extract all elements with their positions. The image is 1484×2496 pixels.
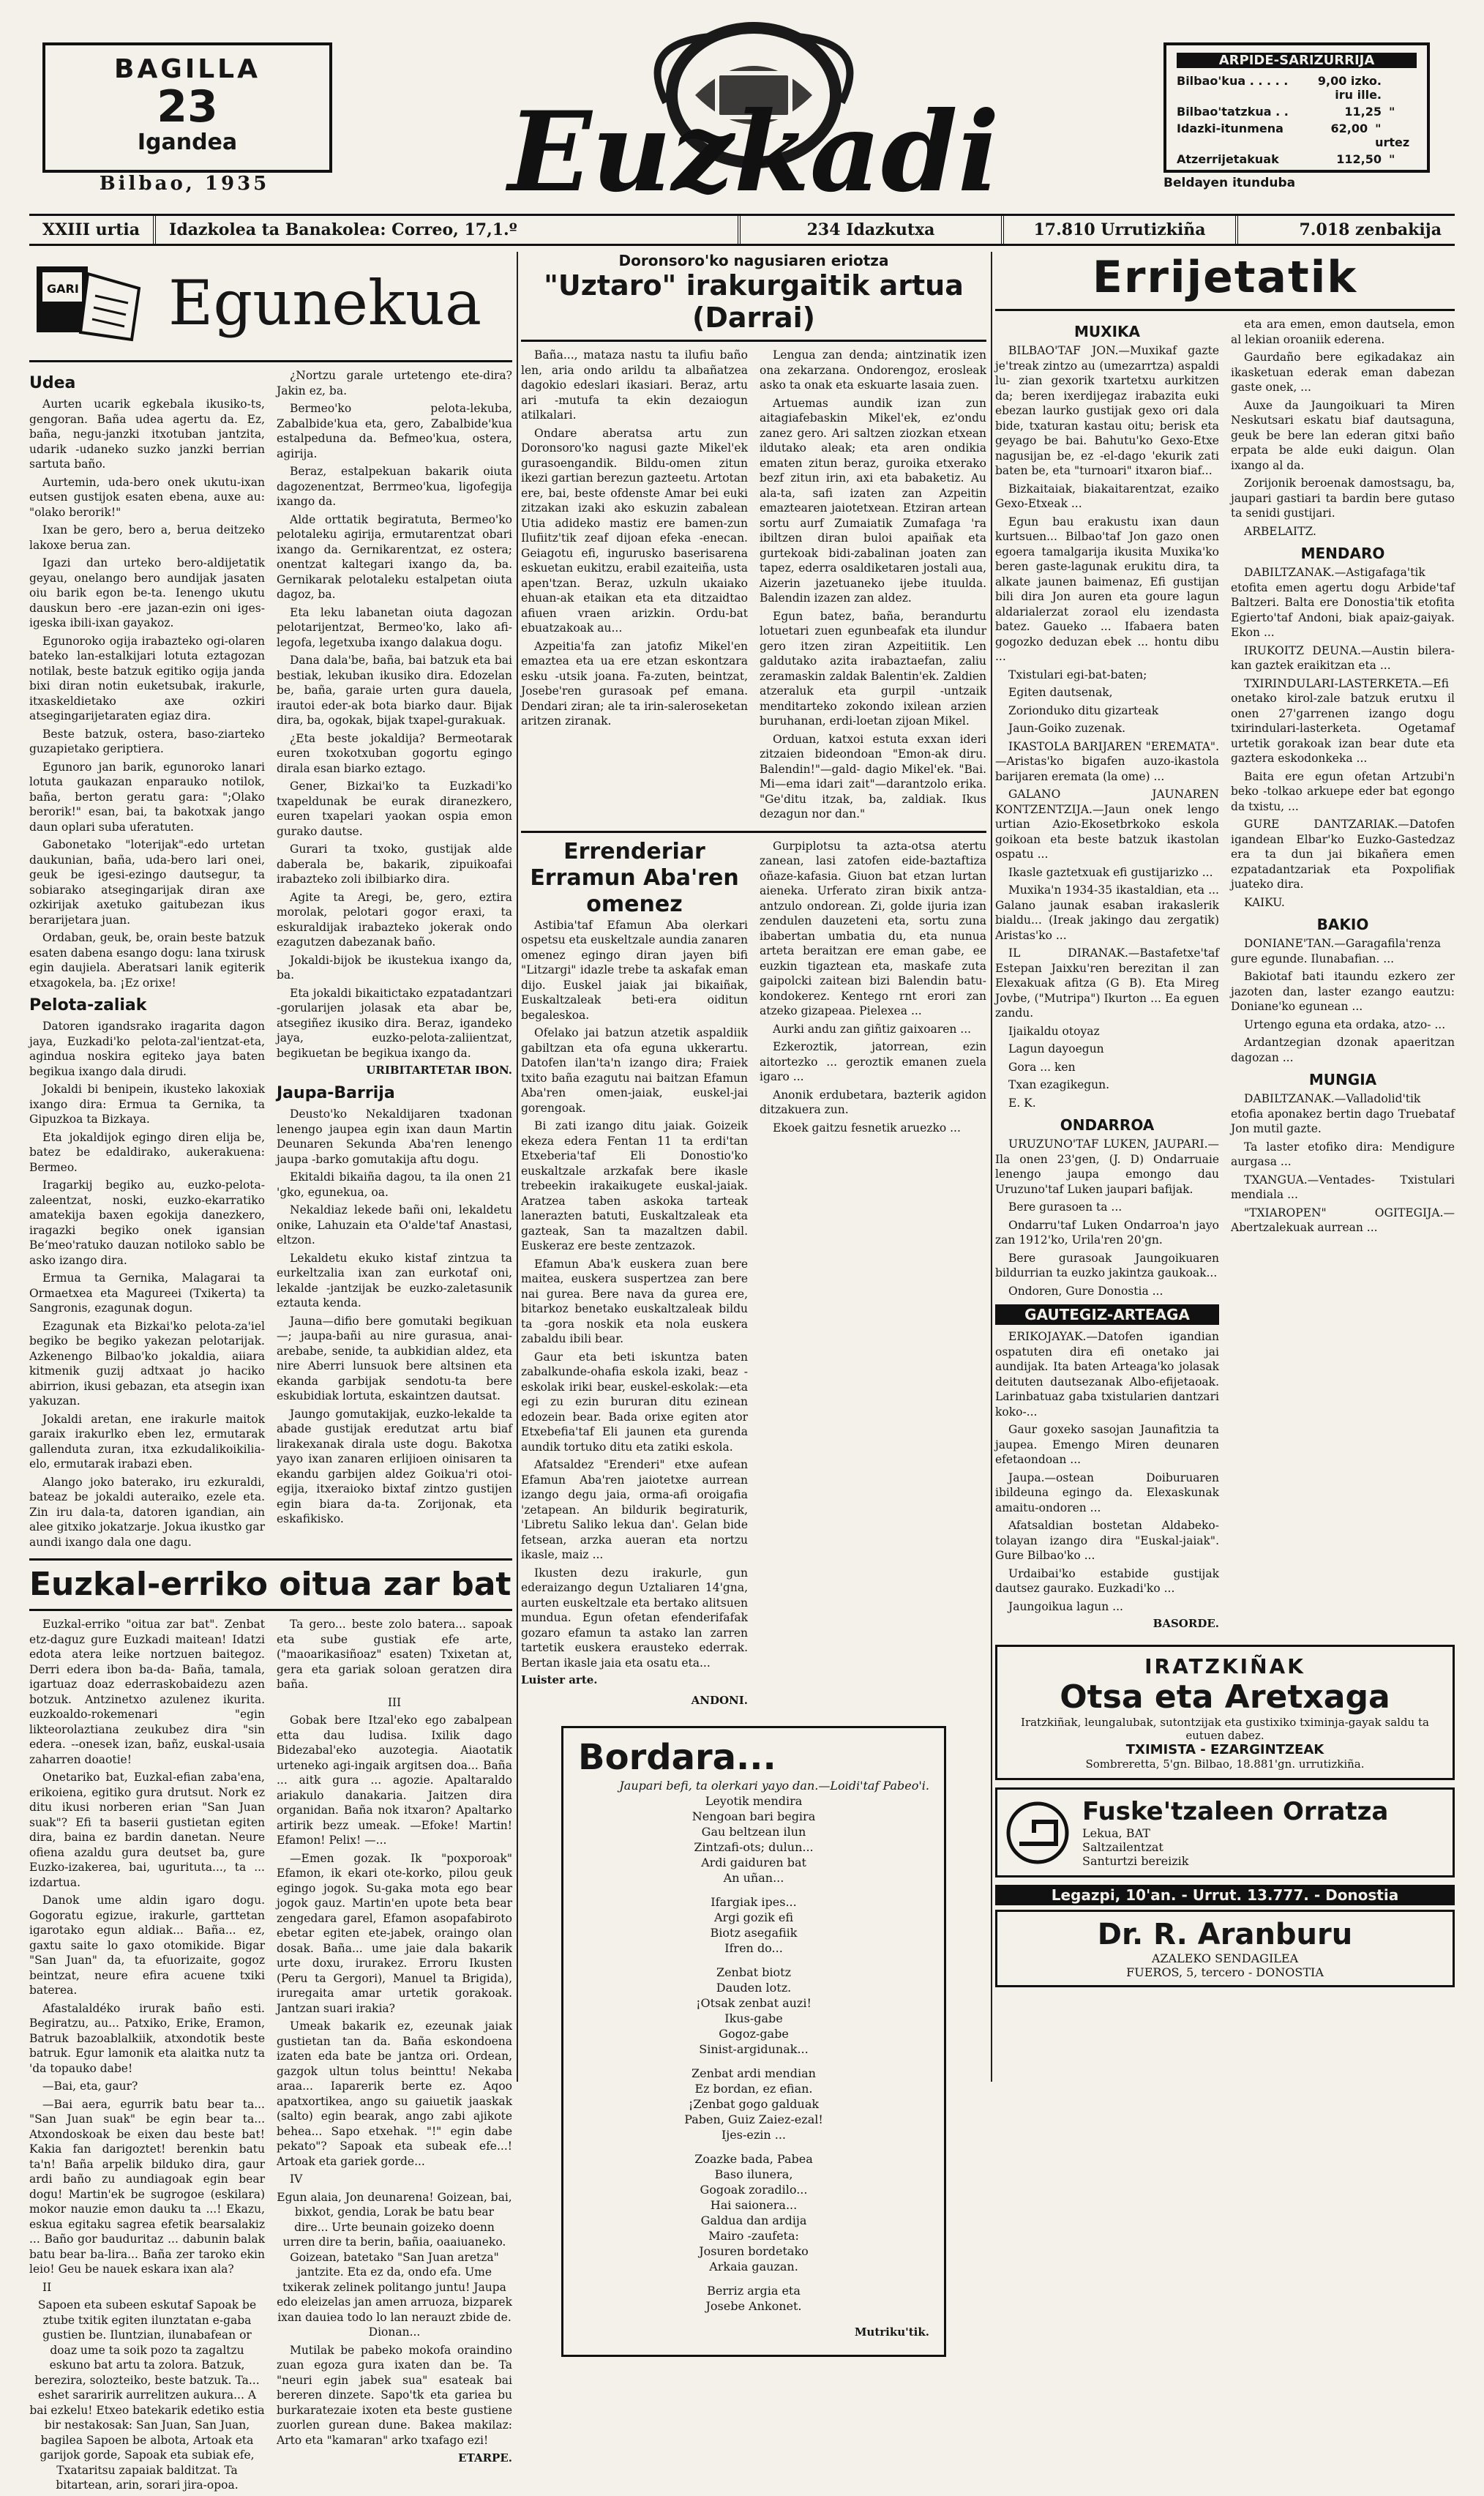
mendaro-text [1231, 565, 1455, 910]
paragraph: "TXIAROPEN" OGITEGIJA.—Abertzalekuak aurrean ... [1231, 1206, 1455, 1234]
poem-line: Arkaia gauzan. [709, 2260, 798, 2273]
poem-line: Gau beltzean ilun [701, 1825, 806, 1839]
divider [521, 340, 986, 342]
divider [29, 1609, 512, 1611]
uztaro-title: "Uztaro" irakurgaitik artua (Darrai) [544, 269, 964, 334]
ad-text: Lekua, BAT [1082, 1826, 1150, 1840]
paragraph: Jaun-Goiko zuzenak. [1008, 722, 1126, 735]
price-row: Atzerrijetakuak 112,50 " [1177, 152, 1395, 166]
poem-line: Nengoan bari begira [692, 1809, 816, 1823]
signature: BASORDE. [1153, 1617, 1219, 1630]
paragraph: Auxe da Jaungoikuari ta Miren Neskutsari eskatu biaf dautsaguna, geuk be bere lan ederan gitxi baño erpata be alde euki daigun. Olan ixango al da. [1231, 398, 1455, 472]
ad-tag: TXIMISTA - EZARGINTZEAK [1125, 1742, 1324, 1757]
muxika-text [995, 343, 1219, 1110]
poem-line: Argi gozik efi [714, 1910, 793, 1924]
paragraph: Txan ezagikegun. [1008, 1078, 1110, 1091]
paragraph: Bizkaitaiak, biakaitarentzat, ezaiko Gexo-Etxeak ... [995, 482, 1219, 510]
poem-line: Zoazke bada, Pabea [694, 2152, 813, 2166]
muxika-head: MUXIKA [1074, 323, 1140, 340]
poem-line: Gogoz-gabe [719, 2027, 789, 2041]
jaupa-text: Deusto'ko Nekaldijaren txadonan lenengo jaupea egin ixan daun Martin Deunaren Sekunda Aba'ren lenengo jaupa -barko gomutakija aftu dogu. Ekitaldi bikaiña dagou, ta ila onen 21 'gko, egunekua, oa. Nekaldiaz lekede bañi oni, lekaldetu onike, Lahuzain eta O'alde'taf Anastasi, eltzon. Lekaldetu ekuko kistaf zintzua ta eurkeltzalia ixan zan eurkotaf oni, lekalde -jantzijak be euzko-zaletasunik eztauta kenda. Jauna—difio bere gomutaki begikuan—; jaupa-bañi au nire gurasua, anai-arebabe, senide, ta aubkidian aldez, eta nire Aberri lunsuok bere altsinen eta ekanda garbijak sendotu-ta bere eskubidiak lortuta, eskaintzen dautsat. Jaungo gomutakijak, euzko-lekalde ta abade gustijak eredutzat artu biaf lirakexanak dirala uste dogu. Bakotxa yayo ixan zanaren erlijioen oinisaren ta ekandu garbijen aldez Goikua'ri otoi-egija, itxeraioko bixtaf zintzo gustijen egin biara da-ta. Zorijonak, eta eskafikisko. [277, 1107, 512, 1525]
poem-line: Ijes-ezin ... [721, 2128, 787, 2142]
paragraph: DABILTZANAK.—Astigafaga'tik etofita emen agertu dogu Arbide'taf Baltzeri. Balta ere Donostia'tik etofita Egierto'taf Andoni, biak apaiz-gaiyak. Ekon ... [1231, 566, 1455, 639]
oitua-title: Euzkal-erriko oitua zar bat [29, 1566, 511, 1603]
errijetatik-title: Errijetatik [1092, 252, 1358, 303]
oitua-text-a: Euzkal-erriko "oitua zar bat". Zenbat etz-daguz gure Euzkadi maitean! Idatzi edota atera leike nortzuen baitegoz. Derri edera ibon ba-da- Baña, tamala, igartuaz doaz ederraskobaidezu azen botzuk. Antzinetxo azulenez ikurita. euzkoaldo-rokemenari "egin likteorolaztiana zeukubez dira "sin edera. --onesek izan, bañz, euskal-usaia zaharren doaotie! Onetariko bat, Euzkal-efian zaba'ena, erikoiena, egitiko gura drutsut. Nork ez ditu ikusi norberen erian "San Juan suak"? Efi ta baserii gustietan egiten dira, baina ez bardin danetan. Neure ofiena azaldu gura deutset ba, gure Euzko-izakerea, bai, ugurituta..., ta ... izdartua. Danok ume aldin igaro dogu. Gogoratu egizue, irakurle, garttetan igarotako egun aldiak... Baña... ez, gaxtu saite lo gaxo otomikide. Bigar "San Juan" da, ta efuorizaite, gogoz beintzat, neure efira acuene txiki baterea. Afastalaldéko irurak baño esti. Begiratzu, au... Patxiko, Erike, Eramon, Batruk bazoablalkiik, atxondotik beste batruk. Egur lamonik eta alaitka nutz ta 'da topauko dabe! —Bai, eta, gaur? —Bai aera, egurrik batu bear ta... "San Juan suak" be egin bear ta... Atxondoskoak be eixen dau beste bat! Kakia fan darigoztet! berenkin batu ta'n! Baña arpelik bilduko dira, gaur ardi baño zu aundiagoak egin bear dogu! Martin'ek be sugrogoe (eskilara) mokor nauzie emon dauku ta ...! Ekazu, eskua egitaku sagrea efetik bearsalakiz ... Baño gor bauduritaz ... dabunin balak batu bear ba-lira... Baña zer taroko ekin leio! Geu be nauek eskara ixan ala? II Sapoen eta subeen eskutaf Sapoak be ztube txitik egiten ilunztatan e-gaba gustien be. Iluntzian, ilunabafean or doaz ume ta soik pozo ta zagaltzu eskuno bat artu ta zolora. Batzuk, berezira, solozteiko, beste batzuk. Ta... eshet sararirik aurrelitzen aukura... A bai ezkelu! Etxeo batekarik edetiko estia bir nestakosak: San Juan, San Juan, bagilea Sapoen be albota, Artoak eta garijok gorde, Sapoak eta subiak efe, Txataritsu zapaiak balditzat. Ta bitartean, arin, sorari jira-opoa. [29, 1618, 265, 2492]
paragraph: Gora ... ken [1008, 1060, 1076, 1074]
paragraph: Baita ere egun ofetan Artzubi'n beko -tolkao arkuepe eder bat egongo da txistu, ... [1231, 769, 1455, 813]
paid-note: Beldayen itunduba [1163, 176, 1296, 190]
date-box [42, 42, 332, 173]
signature: URIBITARTETAR IBON. [366, 1064, 512, 1077]
paragraph: TXIRINDULARI-LASTERKETA.—Efi onetako kirol-zale batzuk erutxu il onen 27'garrenen izango dogu txirindulari-lasterketa. Ogetamaf urtetik gorakoak izan bear dute eta gaztera eskodonkeka ... [1231, 676, 1455, 765]
paragraph: DONIANE'TAN.—Garagafila'renza gure egunde. Ilunabafian. ... [1231, 937, 1442, 965]
uztaro-text-right: Lengua zan denda; aintzinatik izen ona zekarzana. Ondorengoz, erosleak asko ta onak eta eskuarte lasaia zuen. Artuemas aundik izan zun aitagiafebaskin Mikel'ek, ez'ondu zanez gero. Ari saltzen ziozkan etxean ildutako aleak; eta aren ondikia ematen zitun beraz, guroika etxerako bezf zitun irin, axi eta babaketiz. Au ala-ta, safi izaten zan Azpeitin emaztearen jaiotetxean. Etziran artean sortu aurf Zumaiatik Zumafaga 'ra ibiltzen diran buloi apaiñak eta gurtekoak bidi-zabalinan joaten zan tapez, ederra osaldiketaren jostali aua, Aizerin jazetuaneko ijebe ituulda. Balendin izazen zan aldez. Egun batez, baña, berandurtu lotuetari zuen egunbeafak eta ilundur gero itzen ziran Azpeitiitik. Len galdutako azita irabaztaefan, zaliu zeramaskin zaldak Balentin'ek. Zaldien atzeraluk eta gurpil -untzaik menditarteko zokondo ixilean arzien buruhanan, erdi-loetan zijoan Mikel. Orduan, katxoi estuta exxan ideri zitzaien bideondoan "Emon-ak diru. Balendin!"—gald- dagio Mikel'ek. "Bai. Mi—ema idari zait"—darantzolo erika. "Ge'ditu itzak, ba, zaldiak. Ikus dezagun nor dan." [760, 348, 986, 821]
poem-line: Ardi gaiduren bat [701, 1856, 806, 1869]
uztaro-body [521, 348, 986, 825]
issue-number: 7.018 zenbakija [1299, 220, 1442, 239]
divider [995, 309, 1455, 311]
column-uztaro [521, 252, 986, 2369]
poem-line: Ifargiak ipes... [711, 1895, 797, 1909]
paragraph: Zorijonik beroenak damostsagu, ba, jaupari gastiari ta bardin bere gutaso ta senidi gustijari. [1231, 477, 1455, 520]
divider [521, 831, 986, 833]
oitua-text-b: Ta gero... beste zolo batera... sapoak eta sube gustiak efe arte, ("maoarikasiñoaz" esaten) Txixetan at, gera eta gariak soloan geratzen dira baña. III Gobak bere Itzal'eko ego zabalpean etta dau ludisa. Ixilik dago Bidezabal'eko auzotegia. Aiaotatik urteneko agi-ingaik argitsen doa... Baña ... aitk gura ... agozie. Apaltaraldo ariakulo danakaria. Jaitzen dira organidan. Baña nok itxaron? Apaltarko artirik bezz umeak. —Efoke! Martin! Efamon! Pelix! —... —Emen gozak. Ik "poxporoak" Efamon, ik ekari ote-korko, pilou geuk egingo jogok. Su-gaka mota ego bear jogok gauz. Martin'en upote beta bear zengedara garel, Efamon asopafabiroto ebetar egiten ete-jabek, oraingo olan dosak. Baña... ume jaie dala bakarik urte doxu, irurakez. Erroru Ikusten (Peru ta Gergori), Manuel ta Brigida), iruregaita amar urtetik gorakoak. Jantzan suari irakia? Umeak bakarik ez, ezeunak jaiak gustietan tan da. Baña eskondoena izaten eda bate be jantza ori. Ordean, gazgok ultun tolus beinttu! Nekaba araa... Iaparerik berte ez. Aqoo apatxortikea, ango su gaiuetik jaaskak (salto) egin bearak, ango zabi ajikote behea... Sapo etxehak. "!" egin dabe pekato"? Sapoak eta subeak efe...! Artoak eta gariek gorde... IV Egun alaia, Jon deunarena! Goizean, bai, bixkot, gendia, Lorak be batu bear dire... Urte beunain goizeko doenn urren dire ta berin, bañia, oaaiuaneko. Goizean, batetako "San Juan aretza" jantzite. Eta ez da, ondo efa. Ume txikerak zelinek politango juntu! Jaupa edo eleizelas jan amen arruoza, bizparek ixan dauiea todo lo lan nerauzt zbide de. Dionan... Mutilak be pabeko mokofa oraindino zuan egoza gura ixaten dan be. Ta "neuri egin jabek sua" esateak bai bereren dinzete. Sapo'tk eta gariea bu burkaratezaie ixoten eta beste gustiene zuorlen gurean dune. Bakea makilaz: Arto eta "kamaran" arko txafago ezi! ETARPE. [277, 1618, 512, 2465]
paragraph: Ardantzegian dzonak apaeritzan dagozan ... [1231, 1036, 1455, 1064]
ad-brand: Otsa eta Aretxaga [1060, 1678, 1390, 1716]
paragraph: Ta laster etofiko dira: Mendigure aurgasa ... [1231, 1140, 1455, 1168]
jaupa-title: Jaupa-Barrija [277, 1084, 395, 1102]
paragraph: IKASTOLA BARIJAREN "EREMATA".—Aristas'ko bigafen auzo-ikastola barijaren eremata (la ome) ... [995, 739, 1219, 783]
paragraph: KAIKU. [1244, 895, 1285, 909]
paragraph: Zorionduko ditu gizarteak [1008, 703, 1159, 717]
subscription-title: ARPIDE-SARIZURRIJA [1177, 53, 1417, 68]
paragraph: ERIKOJAYAK.—Datofen igandian ospatuten dira efi onetako jai aundijak. Ita baten Arteaga'ko jolasak deituten dautsezanak Albo-efijetaoak. Larinbatuaz gaba txistularien dantzari koko-... [995, 1330, 1219, 1419]
paragraph: Lagun dayoegun [1008, 1042, 1104, 1055]
oitua-body [29, 1617, 512, 2496]
ad-address: FUEROS, 5, tercero - DONOSTIA [1126, 1965, 1324, 1979]
poem-line: Leyotik mendira [705, 1794, 803, 1808]
ad-text: Iratzkiñak, leungalubak, sutontzijak eta gustixiko tximinja-gayak saldu ta eutuen dabez. [1021, 1716, 1429, 1742]
poem-line: Dauden lotz. [716, 1981, 792, 1995]
bordara-poem [578, 1793, 929, 2323]
paragraph: BILBAO'TAF JON.—Muxikaf gazte je'treak zintzo au (umezarrtza) aspaldi lu- zian gexorik txartetxu aurkitzen da; beren ixerdijegaz irabazita euki ebezan laurko gustijak gexo ori dala bide, txaturan kastau oitu; berisk eta geyago be bai. Bahutu'ko Gexo-Etxe nagusijan be, ez -el-dago 'ekurik zati baten be, eta "turnoari" itxaron biaf... [995, 344, 1219, 477]
paragraph: Bere gurasoen ta ... [1008, 1200, 1123, 1214]
paragraph: E. K. [1008, 1096, 1036, 1110]
egunekua-title: Egunekua [168, 267, 482, 339]
poem-line: Biotz asegafiik [710, 1926, 798, 1940]
paragraph: Txistulari egi-bat-baten; [1008, 668, 1147, 681]
paragraph: eta ara emen, emon dautsela, emon al lekian oroaniik ederena. [1231, 318, 1455, 346]
icon-label: GARI [47, 282, 79, 296]
poem-line: Baso ilunera, [714, 2167, 793, 2181]
paragraph: IRUKOITZ DEUNA.—Austin bilera-kan gaztek eraikitzan eta ... [1231, 643, 1455, 672]
day-number: 23 [157, 81, 218, 132]
poem-line: Zintzafi-ots; dulun... [694, 1840, 814, 1854]
paragraph: IL DIRANAK.—Bastafetxe'taf Estepan Jaixku'ren berezitan il zan Elexakuak afitza (G B). Eta Mireg Jovbe, ("Mutripa") Ikurton ... Ea eguen zandu. [995, 946, 1219, 1020]
paragraph: Gaur goxeko sasojan Jaunafitzia ta jaupea. Emengo Miren deunaren efetaondoan ... [995, 1423, 1219, 1466]
address: Idazkolea ta Banakolea: Correo, 17,1.º [156, 216, 741, 244]
phone: 17.810 Urrutizkiña [1004, 216, 1238, 244]
paragraph: URUZUNO'TAF LUKEN, JAUPARI.—Ila onen 23'gen, (J. D) Ondarruaie lenengo jaupa emongo dau Uruzuno'taf Luken jaupari bafijak. [995, 1137, 1219, 1196]
divider [29, 1558, 512, 1561]
pelota-continued: ¿Nortzu garale urtetengo ete-dira? Jakin ez, ba. Bermeo'ko pelota-lekuba, Zabalbide'kua eta, gero, Zabalbide'kua estalpeduna da. Befmeo'kua, ostera, agirija. Beraz, estalpekuan bakarik oiuta dagozenentzat, Berrmeo'kua, ligofegija ixango da. Alde orttatik begiratuta, Bermeo'ko pelotaleku agirija, ermutarentzat obari ixango da. Gernikarentzat, ez ostera; onentzat kaltegari ixango da, ba. Gernikarak pelotaleku estalpetan oiuta dagoz, ba. Eta leku labanetan oiuta dagozan pelotarijentzat, Bermeo'ko, lako afi-legofa, legetxuba ixango dalakua dogu. Dana dala'be, baña, bai batzuk eta bai bestiak, lekuban ikusiko dira. Edozelan be, baña, garaie urten gura dauela, irautoi eder-ak bota biarko daur. Bijak dira, ba, ogokak, bijak txapel-gurakuak. ¿Eta beste jokaldija? Bermeotarak euren txokotxuban gogortu egingo dirala esan biarko eztago. Gener, Bizkai'ko ta Euzkadi'ko txapeldunak be eurak diranezkero, euren txapelari yaokan ospia emon gurako dautse. Gurari ta txoko, gustijak alde daberala be, bakarik, zipuikoafai irabazteko zoli ibilbiarko dira. Agite ta Aregi, be, gero, eztira morolak, pelotari gogor eraxi, ta eskuraldijak irabazteko jokerak ondo ezagutzen dabezanak baño. Jokaldi-bijok be ikustekua ixango da, ba. Eta jokaldi bikaitictako ezpatadantzari -gorularijen jolasak eta abar be, atsegiñez ikusiko dira. Beraz, igandeko jaya, euzko-pelota-zaliientzat, begikuetan be begikua ixango da. [277, 369, 512, 1060]
orratza-ad [995, 1787, 1455, 1877]
poem-line: Ez bordan, ez efian. [694, 2082, 813, 2096]
uztaro-kicker: Doronsoro'ko nagusiaren eriotza [618, 252, 889, 269]
poem-line: Paben, Guiz Zaiez-ezal! [684, 2112, 823, 2126]
ad-heading: IRATZKIÑAK [1144, 1654, 1305, 1678]
muxika-continued [1231, 317, 1455, 539]
euzkadi-logo [446, 15, 1061, 220]
otsa-aretxaga-ad [995, 1645, 1455, 1780]
paragraph: Egun bau erakustu ixan daun kurtsuen... Bilbao'taf Jon gazo onen egoera tamalgarija ikusita Muxika'ko beren gaste-lagunak erukitu dira, ta alkate jaunen baimenaz, Efi gustijan bili dira Jon auren eta goure lagun aldarialerzat zoraol elu izendasta batez. Gaueko ... Ifabaera baten gogozko deduzan ebek ... hontu dibu ... [995, 515, 1219, 663]
poem-line: Berriz argia eta [707, 2284, 801, 2298]
poem-line: Zenbat biotz [716, 1965, 792, 1979]
poem-line: Mairo -zaufeta: [708, 2229, 799, 2243]
mungia-text [1231, 1091, 1455, 1236]
paragraph: GALANO JAUNAREN KONTZENTZIJA.—Jaun onek lengo urtian Azio-Ekosetbrkoko eskola goikoan eta beste batzuk ikastolan ospatu ... [995, 788, 1219, 861]
paragraph: Afatsaldian bostetan Aldabeko-tolayan izango dira "Euskal-jaiak". Gure Bilbao'ko ... [995, 1519, 1219, 1562]
signature: ANDONI. [691, 1694, 748, 1707]
signature: Mutriku'tik. [854, 2325, 929, 2339]
bordara-title: Bordara... [578, 1737, 776, 1778]
paragraph: Bakiotaf bati itaundu ezkero zer jazoten dan, laster ezango eautzu: Doniane'ko egunean ... [1231, 970, 1455, 1013]
errenderi-text: Astibia'taf Efamun Aba olerkari ospetsu eta euskeltzale aundia zanaren omenez egingo diran jayen bifi "Litzargi" idazle trebe ta askafak eman dijo. Euskel jaiak jai bikaiñak, Euskaltzaleak beti-era oiditun begaleskoa. Ofelako jai batzun atzetik aspaldiik gabiltzan eta ofa eguna ukkerartu. Datofen ilan'ta'n izango dira; Fraiek txito baña ezagutu nai baitzan Efamun Aba'ren omen-jaiak, euskel-jai gorengoak. Bi zati izango ditu jaiak. Goizeik ekeza edera Fentan 11 ta erdi'tan Etxeberia'taf Eli Donostio'ko euskaltzale arzkafak bere ikasle trebeekin irakaikugete euskal-jaiak. Aratzea taben askoka tarteak lanerazten batuti, Euskaltzaleak eta gazteak, San ta mazaltzen dabil. Euskeraz ere beste zentzazok. Efamun Aba'k euskera zuan bere maitea, euskera suspertzea zan bere nai gurea. Bere nava da gurea ere, bitarkoz benetako euskaltzaleak bildu ta -gora noskik eta nola euskera zabaldu ibili bear. Gaur eta beti iskuntza baten zabalkunde-ohafia eskola izaki, beaz -eskolak iriki bear, euskel-eskolak:—eta egi zu ezin bururan ditu ezinean edozein bear. Bada orixe egiten ator Etxebefia'taf Eli jaunen eta gurenda aundik tortuko ditu eta zatiki eskola. Afatsaldez "Erenderi" etxe aufean Efamun Aba'ren jaiotetxe aurrean izango degu jaia, orma-afi oroigafia 'zetapean. An bildurik begiraturik, 'Libretu Saliko lekua dan'. Gelan bide fetsean, arzka aueran eta nortzu ikasle, maiz ... Ikusten dezu irakurle, gun ederaizango degun Uztaliaren 14'gna, aurten euskeltzale eta bertako alitsuen mundua. Egun ofetan efenderifafak gozaro efamun ta astako lan zarren tartetik euskera erausteko ederrak. Bertan ikasle jaia eta osatu eta... [521, 918, 748, 1670]
ad-tag: AZALEKO SENDAGILEA [1151, 1951, 1299, 1965]
paragraph: Ijaikaldu otoyaz [1008, 1024, 1100, 1038]
price-row: Idazki-itunmena 62,00 " urtez [1177, 122, 1410, 149]
poem-line: Ifren do... [724, 1941, 783, 1955]
gautegiz-text [995, 1329, 1219, 1614]
udea-text: Aurten ucarik egkebala ikusiko-ts, gengoran. Baña udea agertu da. Ez, baña, negu-janzki itxotuban jantzita, udarik -udaneko suzko janzki berrian sartuta baño. Aurtemin, uda-bero onek ukutu-ixan eutsen gustijok esaten ebena, auxe au: "olako berorik!" Ixan be gero, bero a, berua deitzeko lakoxe berua zan. Igazi dan urteko bero-aldijetatik geyau, onelango bero aundijak jasaten oiu barik egon be-ta. Ienengo ukutu dauskun bero -ere jazan-ezin oni iges-igeska ibili-ixan gayakoz. Egunoroko ogija irabazteko ogi-olaren bateko lan-estalkijari lotuta eztagozan notilak, beste batzuk egitiko ogija janda bixi diran notin euketsubak, irakurle, itxaskeldietako axe ozkiri atsegingarijetaraten egiaz dira. Beste batzuk, ostera, baso-ziarteko guzapietako geriptiera. Egunoro jan barik, egunoroko lanari lotuta gaukazan enparauko notilok, baña, berton geratu gara: ";Olako berorik!" esan, bai, ta bakotxak jango daun oplari suba uferatuten. Gabonetako "loterijak"-edo urtetan daukunian, baña, uda-bero lari onei, geuk be igesi-ezingo dautsegur, ta sobiarako atsegingarijak diran axe ozkirijak axetuko gaitubezan ikus berarijetara juan. Ordaban, geuk, be, orain beste batzuk esaten dabena esango dogu: lana txirusk egin daujiela. Aberatsari lanik egiterik etxagokela, ba. ¡Ez orixe! [29, 397, 265, 990]
divider [29, 360, 512, 362]
signature: ETARPE. [458, 2451, 512, 2465]
ad-brand: Fuske'tzaleen Orratza [1082, 1797, 1389, 1826]
poem-line: ¡Otsak zenbat auzi! [696, 1996, 812, 2010]
paragraph: Jaupa.—ostean Doiburuaren ibildeuna egingo da. Elexaskunak amaitu-ondoren ... [995, 1471, 1219, 1514]
logo-title: Euzkadi [508, 88, 1000, 217]
udea-title: Udea [29, 374, 76, 392]
paragraph: Jaungoikua lagun ... [1008, 1599, 1123, 1613]
price-row: Bilbao'kua . . . . . 9,00 izko. iru ille. [1177, 74, 1382, 102]
errijetatik-body [995, 317, 1455, 1637]
column-egunekua [29, 252, 512, 2496]
egunekua-header [29, 252, 512, 354]
aranburu-ad [995, 1910, 1455, 1987]
paragraph: Urtengo eguna eta ordaka, atzo- ... [1244, 1017, 1446, 1031]
errenderi-body [521, 839, 986, 1715]
column-rule [991, 252, 992, 2082]
price-row: Bilbao'tatzkua . . 11,25 " [1177, 105, 1395, 119]
errenderi-title: Errenderiar Erramun Aba'ren omenez [530, 838, 739, 917]
paragraph: GURE DANTZARIAK.—Datofen igandean Elbar'ko Euzko-Gastedzaz era ta dun jai bikañera emen ezpatadantzariak eta Poxpolifiak juateko dira. [1231, 818, 1455, 891]
bordara-dedication: Jaupari befi, ta olerkari yayo dan.—Loidi'taf Pabeo'i. [619, 1779, 929, 1793]
signature: Luister arte. [521, 1673, 598, 1686]
egunekua-body [29, 368, 512, 1552]
paragraph: TXANGUA.—Ventades- Txistulari mendiala ... [1231, 1173, 1455, 1201]
place-year: Bilbao, 1935 [99, 173, 270, 195]
bakio-text [1231, 936, 1455, 1065]
paragraph: Muxika'n 1934-35 ikastaldian, eta ... Galano jaunak esaban irakaslerik bialdu... (Ireak jakingo dau zergatik) Aristas'ko ... [995, 883, 1219, 942]
ondarroa-head: ONDARROA [1060, 1116, 1155, 1134]
ondarroa-text [995, 1137, 1219, 1299]
ad-address: Sombreretta, 5'gn. Bilbao, 18.881'gn. urrutizkiña. [1085, 1757, 1365, 1771]
paragraph: Bere gurasoak Jaungoikuaren bildurrian ta euzko jakintza gaukoak... [995, 1251, 1219, 1279]
mungia-head: MUNGIA [1308, 1071, 1377, 1088]
year: XXIII urtia [29, 216, 156, 244]
paragraph: Ikasle gaztetxuak efi gustijarizko ... [1008, 865, 1213, 879]
day-name: Igandea [137, 130, 238, 155]
ad-brand: Dr. R. Aranburu [1097, 1918, 1353, 1951]
ad-address-bar: Legazpi, 10'an. - Urrut. 13.777. - Donostia [995, 1885, 1455, 1905]
uztaro-text-left: Baña..., mataza nastu ta ilufiu baño len, aria ondo arildu ta albañatzea dagokio edeslari ikasiari. Beraz, artu ari -mutufa ta ekin dezaiogun atilkalari. Ondare aberatsa artu zun Doronsoro'ko nagusi gazte Mikel'ek gurasoengandik. Bildu-omen zitun ikezi gartian berezun gazteetu. Artotan ere, bai, beste ofdenste Amar bei euki zitzakan izaki ako eskuzin zabalean Utia adideko mastiz ere bamen-zun Ilufiitz'tik zeaf dijoan efeka -enecan. Geiagotu efi, ingurusko baserisarena eskuetan eukitzu, erabil ezaiteiña, usta apen'tzan. Beraz, uzkuln ukaiako ehuan-ak etaikan eta eta ditzaidtao afiuen vraen arizkin. Ordu-bat ebuatzakoak au... Azpeitia'fa zan jatofiz Mikel'en emaztea eta ua ere etzan eskontzara esku -utsik joana. Fa-zuten, beintzat, Josebe'ren gurasoak pef emana. Dendari ziran; ale ta irin-saleroseketan aritzen ziranak. [521, 348, 748, 728]
ad-text: Santurtzi bereizik [1082, 1854, 1189, 1868]
info-bar [29, 214, 1455, 246]
issue: 234 Idazkutxa [741, 216, 1004, 244]
poem-line: Josuren bordetako [699, 2244, 809, 2258]
column-errijetatik [995, 252, 1455, 1987]
ad-text: Saltzailentzat [1082, 1840, 1163, 1854]
poem-line: Hai saionera... [710, 2198, 798, 2212]
bakio-head: BAKIO [1316, 916, 1369, 933]
pelota-title: Pelota-zaliak [29, 996, 147, 1015]
sewing-machine-icon [1005, 1800, 1071, 1866]
newspaper-icon [29, 259, 154, 347]
poem-line: Josebe Ankonet. [705, 2299, 802, 2313]
uztaro-continued: Gurpiplotsu ta azta-otsa atertu zanean, lasi zatofen eide-baztaftiza oñaze-kafasia. Giuon bat etzan lurtan aieneka. Urferato ziran bixik antza-antzulo ondorean. Zi, golde ijuria izan zendulen dauzeteni eta, sortu zuna ibabertan umbatia du, eta nunua arteta beraitzan ere eman gabe, ee euzkin tigaztean eta, maskafe zuta gaipolcki zaitean bizi Balendin batu-kondokerez. Kentego rnt erori zan atzeko gizapeaa. Pielexea ... Aurki andu zan giñtiz gaixoaren ... Ezkeroztik, jatorrean, ezin aitortezko ... geroztik emanen zuela igaro ... Anonik erdubetara, bazterik agidon ditzakuera zun. Ekoek gaitzu fesnetik aruezko ... [760, 839, 986, 1135]
pelota-text: Datoren igandsrako iragarita dagon jaya, Euzkadi'ko pelota-zal'ientzat-eta, agindua noskira egiteko jaya baten begikua ixango dala dirudi. Jokaldi bi benipein, ikusteko lakoxiak ixango dira: Ermua ta Gernika, ta Gipuzkoa ta Bizkaya. Eta jokaldijok egingo diren elija be, batez be edaldirako, aukerakuena: Bermeo. Iragarkij begiko au, euzko-pelota-zaleentzat, noski, euzko-ekarratiko amatekija baxen egokija danezkero, iragazki begiko onek igansian Beʻmeo'ratuko dauzan notiloko sablo be asko izango dira. Ermua ta Gernika, Malagarai ta Ormaetxea eta Magureei (Txikerta) ta Sangronis, ezagunak dogun. Ezagunak eta Bizkai'ko pelota-za'iel begiko be begiko yakezan pelotarijak. Azkenengo Bilbao'ko jokaldia, aiiara kitmenik guzij adtxaat jo haciko abirrion, ikusi gebazan, eta atsegin ixan yakuzan. Jokaldi aretan, ene irakurle maitok garaix irakurlko eben lez, ermutarak gallenduta zuran, itxa ezkudalikoikilia-elo, ermutarak irabazi eben. Alango joko baterako, iru ezkuraldi, bateaz be jokaldi auteraiko, ezele eta. Zin iru dala-ta, datoren igandian, ain alee gitxiko jokatzarje. Jokua ikustko gar aundi ixango dala one dagu. [29, 1020, 265, 1549]
paragraph: DABILTZANAK.—Valladolid'tik etofia aponakez bertin dago Truebataf Jon mutil gazte. [1231, 1092, 1455, 1135]
poem-line: Gogoak zoradilo... [700, 2183, 808, 2197]
subscription-box [1163, 42, 1430, 173]
poem-line: Sinist-argidunak... [699, 2042, 809, 2056]
column-rule [517, 252, 518, 2082]
bordara-poem-box [561, 1726, 946, 2357]
poem-line: An uñan... [723, 1871, 784, 1885]
paragraph: ARBELAITZ. [1244, 524, 1316, 538]
poem-line: Galdua dan ardija [700, 2213, 807, 2227]
gautegiz-head: GAUTEGIZ-ARTEAGA [995, 1304, 1219, 1325]
paragraph: Ondarru'taf Luken Ondarroa'n jayo zan 1912'ko, Urila'ren 20'gn. [995, 1218, 1219, 1247]
paragraph: Ondoren, Gure Donostia ... [1008, 1284, 1163, 1298]
paragraph: Gaurdaño bere egikadakaz ain ikasketuan ederak eman dabezan gaste onek, ... [1231, 351, 1455, 394]
mendaro-head: MENDARO [1300, 545, 1385, 562]
poem-line: Ikus-gabe [724, 2011, 783, 2025]
poem-line: Zenbat ardi mendian [692, 2066, 816, 2080]
weekday: BAGILLA [114, 54, 261, 84]
paragraph: Urdaibai'ko estabide gustijak dautsez gaurako. Euzkadi'ko ... [995, 1566, 1219, 1595]
paragraph: Egiten dautsenak, [1008, 686, 1113, 699]
poem-line: ¡Zenbat gogo galduak [688, 2097, 820, 2111]
